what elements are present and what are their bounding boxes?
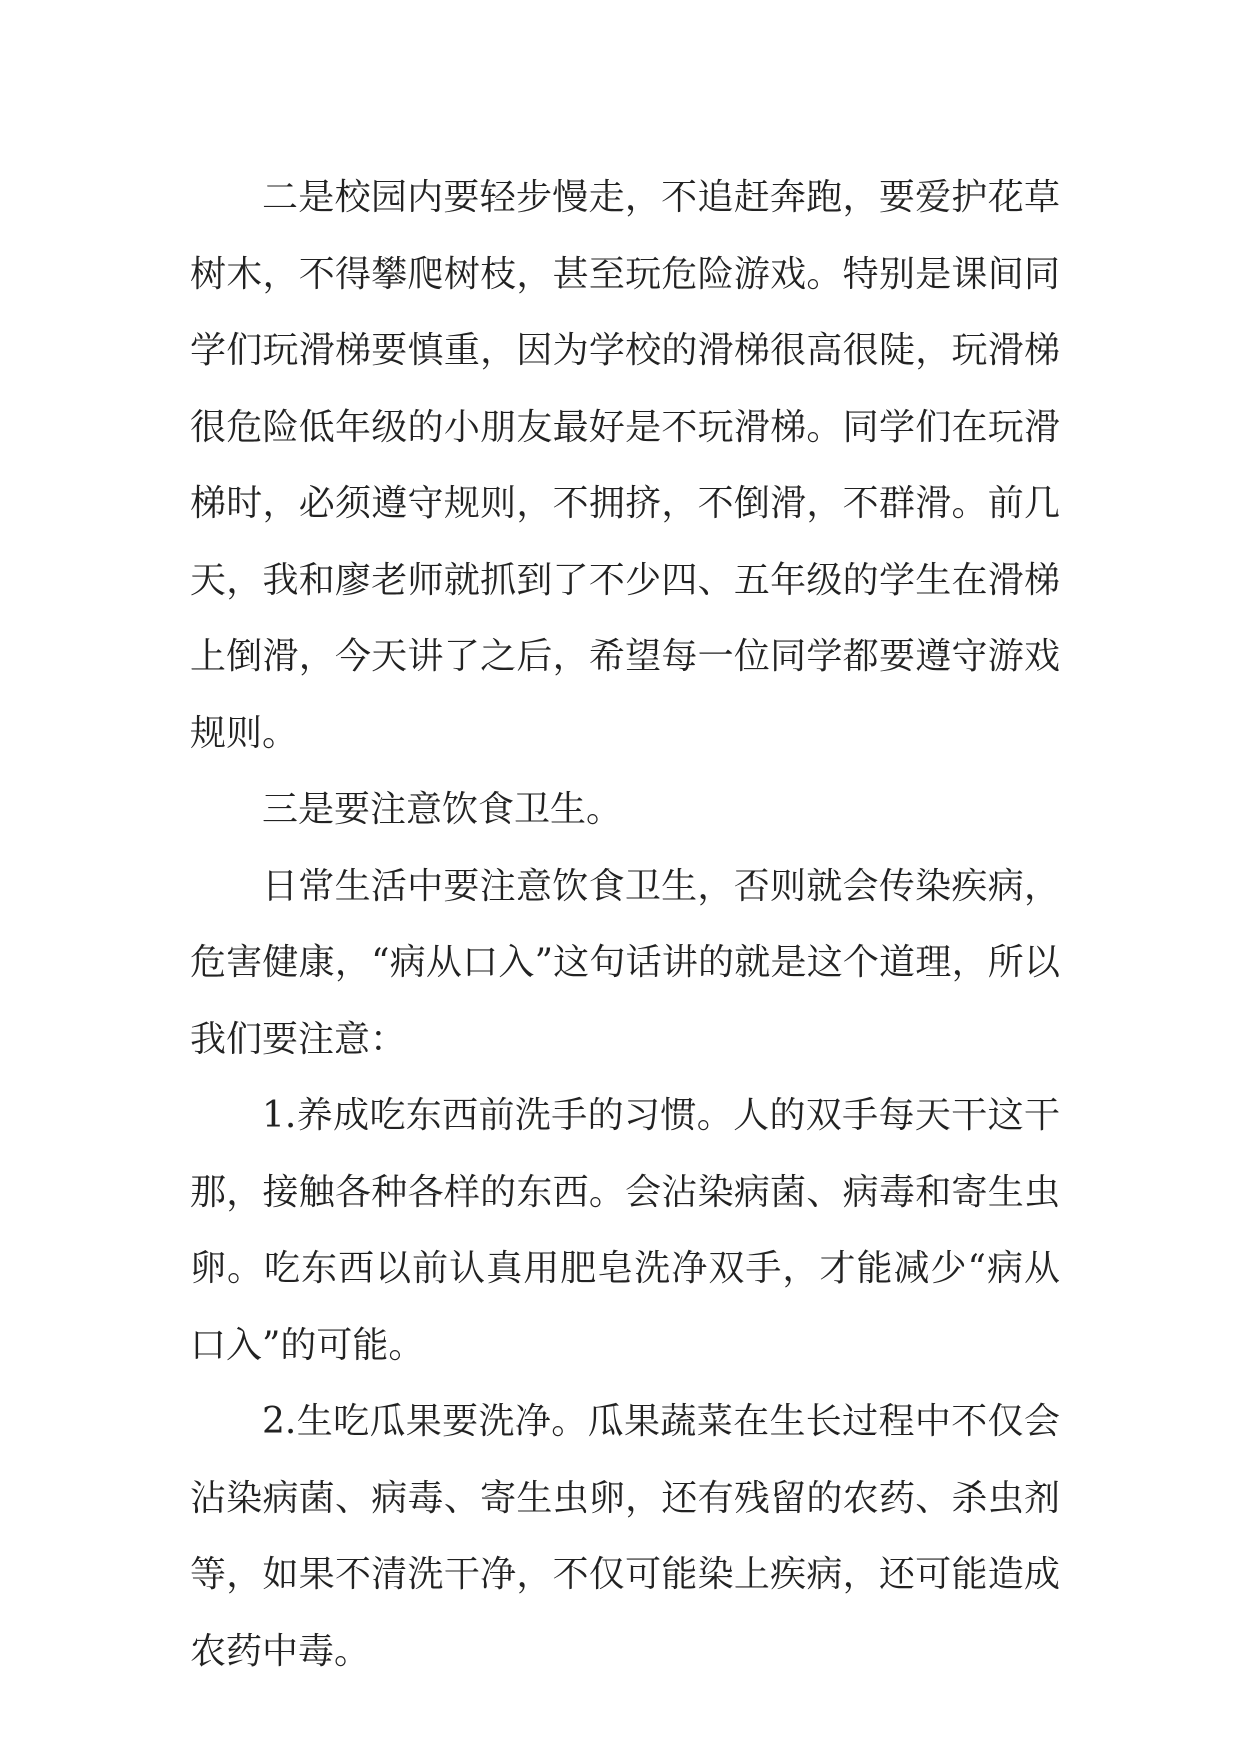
paragraph-food-hygiene-heading: 三是要注意饮食卫生。 xyxy=(262,789,623,830)
paragraph-wash-fruit: 2.生吃瓜果要洗净。瓜果蔬菜在生长过程中不仅会沾染病菌、病毒、寄生虫卵，还有残留的农药、杀虫剂等，如果不清洗干净，不仅可能染上疾病，还可能造成农药中毒。 xyxy=(190,1401,1060,1672)
paragraph-campus-safety: 二是校园内要轻步慢走，不追赶奔跑，要爱护花草树木，不得攀爬树枝，甚至玩危险游戏。特别是课间同学们玩滑梯要慎重，因为学校的滑梯很高很陡，玩滑梯很危险低年级的小朋友最好是不玩滑梯。同学们在玩滑梯时，必须遵守规则，不拥挤，不倒滑，不群滑。前几天，我和廖老师就抓到了不少四、五年级的学生在滑梯上倒滑，今天讲了之后，希望每一位同学都要遵守游戏规则。 xyxy=(190,177,1060,754)
paragraph-food-hygiene-intro: 日常生活中要注意饮食卫生，否则就会传染疾病，危害健康，“病从口入”这句话讲的就是这个道理，所以我们要注意： xyxy=(190,865,1060,1060)
paragraph-wash-hands: 1.养成吃东西前洗手的习惯。人的双手每天干这干那，接触各种各样的东西。会沾染病菌、病毒和寄生虫卵。吃东西以前认真用肥皂洗净双手，才能减少“病从口入”的可能。 xyxy=(190,1095,1060,1366)
document-page xyxy=(190,160,1060,1690)
